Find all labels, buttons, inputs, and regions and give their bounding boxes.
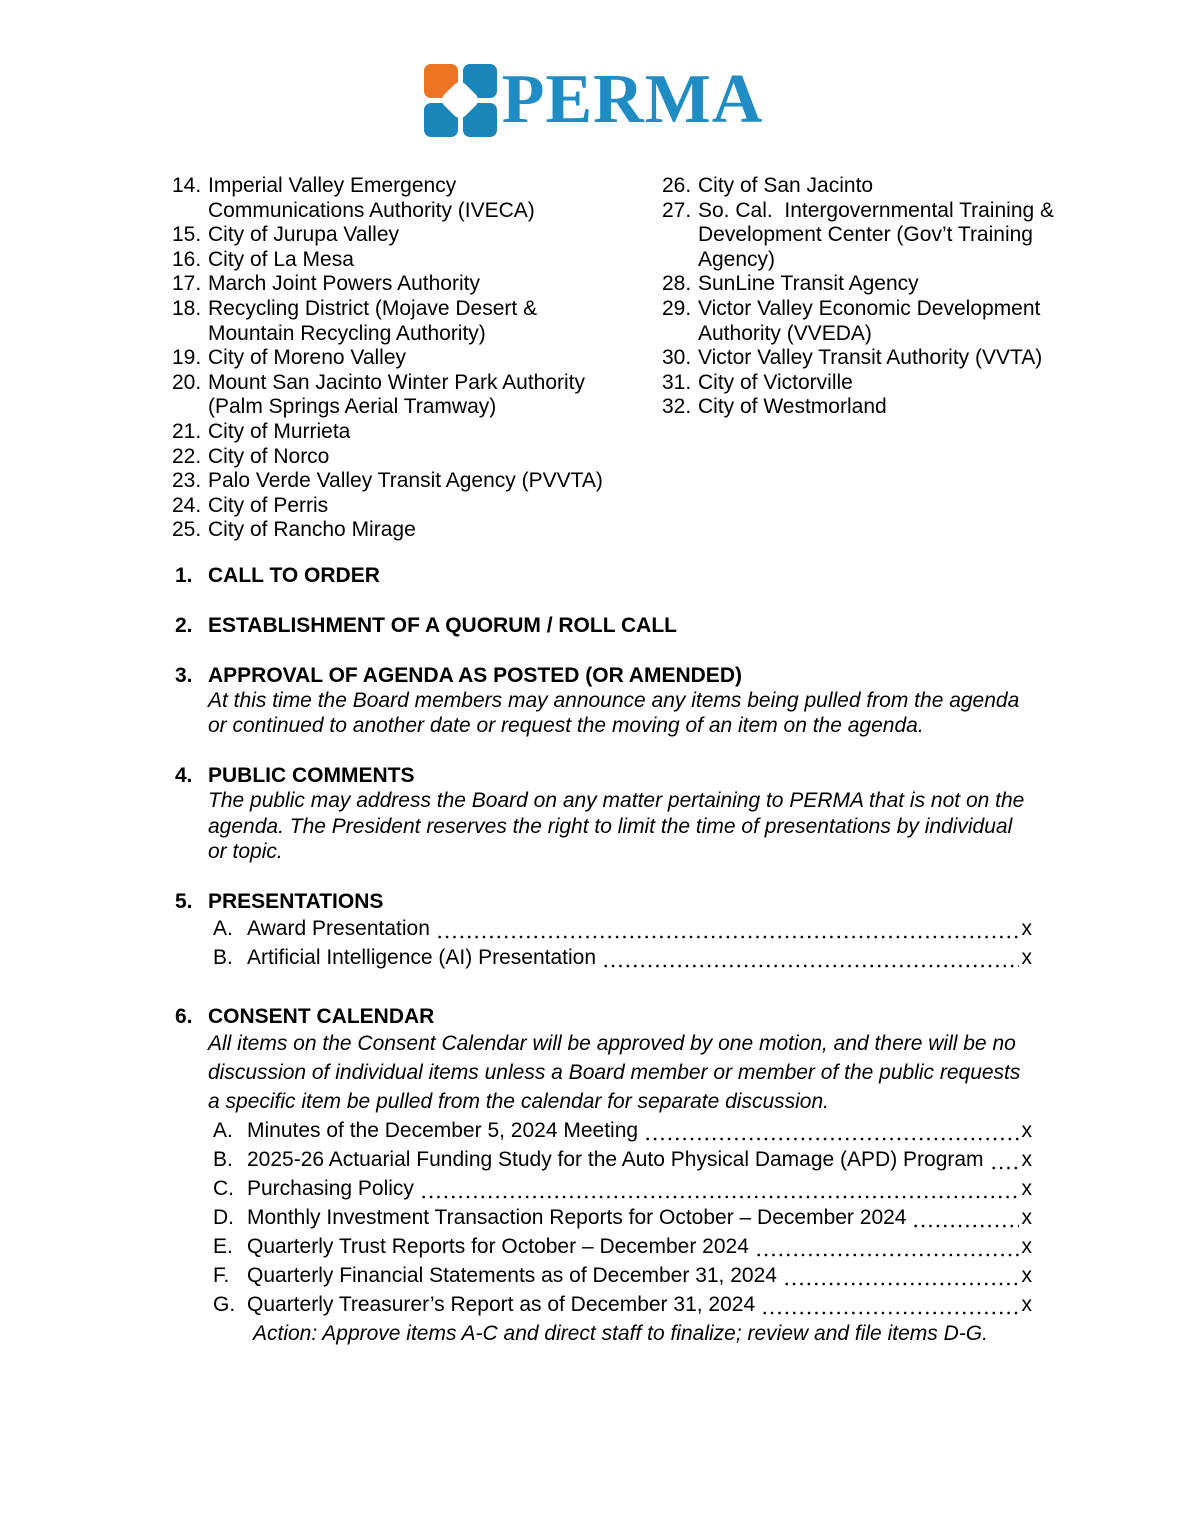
member-roster-left-column — [172, 174, 614, 543]
agenda-section-call-to-order — [175, 563, 1187, 588]
agenda-item — [208, 943, 1032, 972]
member-number: 16. — [172, 247, 202, 271]
item-title: Award Presentation — [247, 916, 430, 940]
member-item — [662, 174, 1058, 199]
member-name: City of Rancho Mirage — [208, 518, 416, 542]
member-name: So. Cal. Intergovernmental Training & Development Center (Gov’t Training Agency) — [698, 198, 1060, 271]
section-title: PRESENTATIONS — [208, 889, 384, 913]
item-title: Quarterly Trust Reports for October – December 2024 — [247, 1234, 749, 1258]
perma-logo-icon — [424, 64, 497, 137]
item-title: Quarterly Financial Statements as of December 31, 2024 — [247, 1263, 777, 1287]
section-note: At this time the Board members may announce any items being pulled from the agenda or continued to another date or request the moving of an item on the agenda. — [208, 688, 1020, 738]
member-item — [172, 272, 614, 297]
perma-logo — [0, 0, 1187, 138]
item-title: Purchasing Policy — [247, 1176, 414, 1200]
member-name: City of Jurupa Valley — [208, 223, 400, 247]
section-number: 3. — [175, 663, 193, 687]
member-number: 21. — [172, 419, 202, 443]
member-item — [662, 272, 1058, 297]
member-item — [662, 395, 1058, 420]
item-letter: B. — [213, 1147, 233, 1171]
member-name: City of Westmorland — [698, 395, 887, 419]
member-item — [662, 371, 1058, 396]
member-name: March Joint Powers Authority — [208, 272, 480, 296]
section-title: PUBLIC COMMENTS — [208, 764, 415, 788]
item-title: Artificial Intelligence (AI) Presentation — [247, 945, 596, 969]
member-name: City of Norco — [208, 444, 330, 468]
member-number: 19. — [172, 346, 202, 370]
member-number: 29. — [662, 296, 692, 320]
member-number: 15. — [172, 223, 202, 247]
agenda-section-quorum-roll-call — [175, 613, 1187, 638]
member-name: City of San Jacinto — [698, 174, 874, 197]
section-action-note: Action: Approve items A-C and direct staff to finalize; review and file items D-G. — [253, 1321, 988, 1345]
member-name: Victor Valley Transit Authority (VVTA) — [698, 346, 1043, 370]
dot-leader — [436, 914, 1019, 943]
member-number: 24. — [172, 493, 202, 517]
member-item — [172, 297, 614, 346]
item-title: Quarterly Treasurer’s Report as of December 31, 2024 — [247, 1292, 756, 1316]
agenda-section-presentations — [175, 889, 1187, 972]
member-number: 28. — [662, 272, 692, 296]
agenda-item — [208, 914, 1032, 943]
member-number: 14. — [172, 174, 202, 197]
item-letter: C. — [213, 1176, 234, 1200]
item-page-ref: x — [1021, 916, 1032, 940]
agenda-item — [208, 1232, 1032, 1261]
member-item — [172, 494, 614, 519]
item-letter: E. — [213, 1234, 233, 1258]
member-roster-right-column — [662, 174, 1058, 543]
member-number: 32. — [662, 395, 692, 419]
section-note: All items on the Consent Calendar will be approved by one motion, and there will be no discussion of individual items unless a Board member or member of the public requests a specific item be pulled from the calendar for separate discussion. — [208, 1031, 1021, 1113]
member-item — [662, 297, 1058, 346]
item-page-ref: x — [1021, 1118, 1032, 1142]
member-number: 30. — [662, 346, 692, 370]
dot-leader — [420, 1174, 1019, 1203]
member-name: Mount San Jacinto Winter Park Authority (Palm Springs Aerial Tramway) — [208, 370, 591, 419]
member-name: City of Murrieta — [208, 419, 351, 443]
item-page-ref: x — [1021, 1234, 1032, 1258]
member-name: Recycling District (Mojave Desert & Mountain Recycling Authority) — [208, 296, 543, 345]
section-number: 2. — [175, 613, 193, 637]
member-item — [172, 248, 614, 273]
member-name: City of Moreno Valley — [208, 346, 407, 370]
member-item — [662, 199, 1058, 273]
member-item — [172, 174, 614, 223]
member-name: City of La Mesa — [208, 247, 354, 271]
item-letter: A. — [213, 916, 233, 940]
item-letter: F. — [213, 1263, 230, 1287]
agenda-body — [0, 563, 1187, 1348]
member-number: 27. — [662, 198, 692, 222]
member-number: 31. — [662, 370, 692, 394]
dot-leader — [761, 1290, 1018, 1319]
member-number: 25. — [172, 518, 202, 542]
perma-wordmark: PERMA — [501, 61, 764, 138]
member-item — [172, 445, 614, 470]
item-page-ref: x — [1021, 1292, 1032, 1316]
dot-leader — [783, 1261, 1019, 1290]
section-number: 6. — [175, 1004, 193, 1028]
section-title: APPROVAL OF AGENDA AS POSTED (OR AMENDED) — [208, 663, 742, 687]
member-number: 26. — [662, 174, 692, 197]
item-letter: B. — [213, 945, 233, 969]
member-number: 22. — [172, 444, 202, 468]
member-name: Victor Valley Economic Development Authority (VVEDA) — [698, 296, 1046, 345]
agenda-section-consent-calendar — [175, 1004, 1187, 1348]
dot-leader — [602, 943, 1019, 972]
dot-leader — [644, 1116, 1018, 1145]
section-title: ESTABLISHMENT OF A QUORUM / ROLL CALL — [208, 613, 677, 637]
member-number: 18. — [172, 296, 202, 320]
item-letter: A. — [213, 1118, 233, 1142]
item-title: Minutes of the December 5, 2024 Meeting — [247, 1118, 639, 1142]
agenda-section-approval-of-agenda — [175, 663, 1187, 738]
dot-leader — [990, 1145, 1019, 1174]
item-letter: G. — [213, 1292, 236, 1316]
item-page-ref: x — [1021, 945, 1032, 969]
member-roster — [0, 174, 1187, 543]
member-number: 23. — [172, 469, 202, 493]
section-number: 4. — [175, 764, 193, 788]
section-title: CALL TO ORDER — [208, 563, 380, 587]
member-name: City of Perris — [208, 493, 329, 517]
agenda-item — [208, 1290, 1032, 1319]
member-name: City of Victorville — [698, 370, 853, 394]
section-number: 1. — [175, 563, 193, 587]
agenda-item — [208, 1174, 1032, 1203]
member-item — [172, 346, 614, 371]
agenda-item — [208, 1203, 1032, 1232]
item-title: 2025-26 Actuarial Funding Study for the Auto Physical Damage (APD) Program — [247, 1147, 984, 1171]
member-item — [662, 346, 1058, 371]
dot-leader — [755, 1232, 1019, 1261]
item-letter: D. — [213, 1205, 234, 1229]
item-page-ref: x — [1021, 1263, 1032, 1287]
item-page-ref: x — [1021, 1205, 1032, 1229]
item-title: Monthly Investment Transaction Reports for October – December 2024 — [247, 1205, 907, 1229]
member-name: SunLine Transit Agency — [698, 272, 919, 296]
agenda-item — [208, 1145, 1032, 1174]
item-page-ref: x — [1021, 1176, 1032, 1200]
member-item — [172, 518, 614, 543]
section-note: The public may address the Board on any matter pertaining to PERMA that is not on the agenda. The President reserves the right to limit the time of presentations by individual or topic. — [208, 789, 1025, 863]
member-item — [172, 371, 614, 420]
member-name: Palo Verde Valley Transit Agency (PVVTA) — [208, 469, 603, 493]
item-page-ref: x — [1021, 1147, 1032, 1171]
agenda-item — [208, 1261, 1032, 1290]
agenda-item — [208, 1116, 1032, 1145]
section-title: CONSENT CALENDAR — [208, 1004, 435, 1028]
member-number: 17. — [172, 272, 202, 296]
dot-leader — [912, 1203, 1018, 1232]
member-item — [172, 469, 614, 494]
member-item — [172, 420, 614, 445]
member-number: 20. — [172, 370, 202, 394]
member-item — [172, 223, 614, 248]
agenda-section-public-comments — [175, 763, 1187, 864]
section-number: 5. — [175, 889, 193, 913]
member-name: Imperial Valley Emergency Communications Authority (IVECA) — [208, 174, 535, 222]
